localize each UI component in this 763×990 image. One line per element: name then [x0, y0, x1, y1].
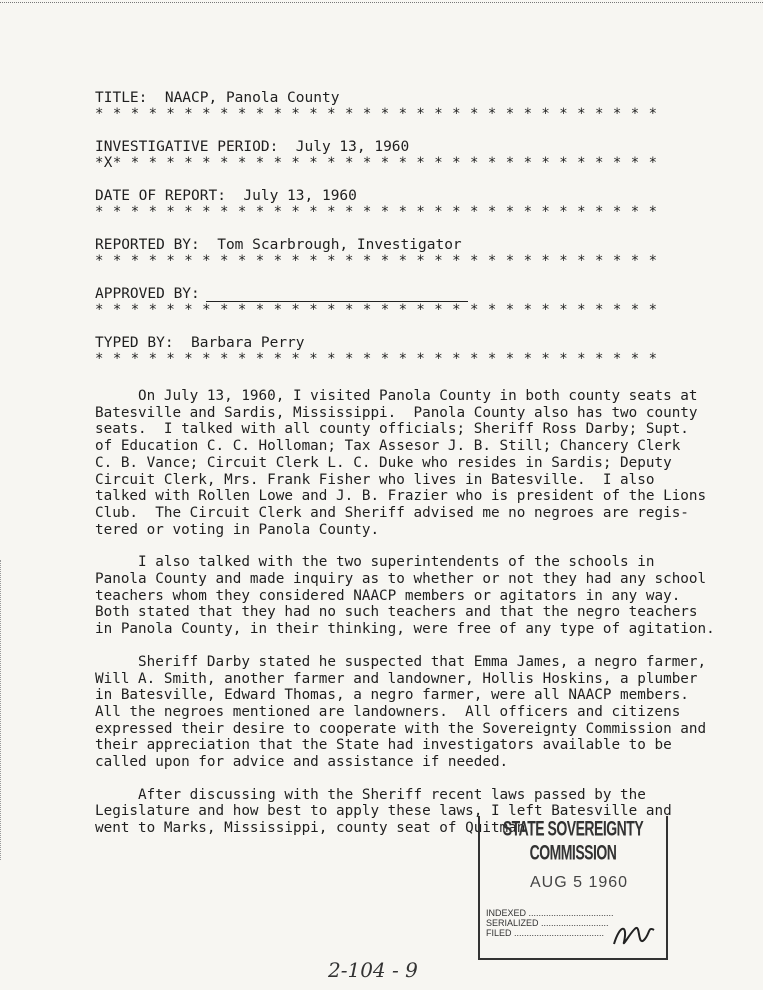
stamp-date: AUG 5 1960	[530, 874, 629, 891]
star-divider: *X* * * * * * * * * * * * * * * * * * * * * * * * * * * * * * *	[95, 155, 658, 171]
handwritten-initials	[610, 920, 656, 950]
investigative-period-row: INVESTIGATIVE PERIOD: July 13, 1960	[95, 139, 410, 155]
star-divider: * * * * * * * * * * * * * * * * * * * * * * * * * * * * * * * *	[95, 204, 658, 220]
report-header	[95, 90, 695, 384]
stamp-fields: INDEXED .................................. SERIALIZED ........................... FILED ....................................	[486, 908, 614, 938]
approved-by-row	[95, 286, 695, 302]
title-row: TITLE: NAACP, Panola County	[95, 90, 340, 106]
typed-by-row: TYPED BY: Barbara Perry	[95, 335, 305, 351]
signature-line	[206, 288, 468, 302]
margin-marks	[0, 560, 7, 860]
approved-by-label: APPROVED BY:	[95, 286, 200, 302]
paragraph-schools: I also talked with the two superintendents of the schools in Panola County and made inquiry as to whether or not they had any school teachers whom they considered NAACP members or agitators in any way. Both stated that they had no such teachers and that the negro teachers in Panola County, in their thinking, were free of any type of agitation.	[95, 554, 715, 638]
star-divider: * * * * * * * * * * * * * * * * * * * * * * * * * * * * * * * *	[95, 106, 658, 122]
star-divider: * * * * * * * * * * * * * * * * * * * * * * * * * * * * * * * *	[95, 253, 658, 269]
received-stamp	[478, 816, 668, 960]
page-number: 2-104 - 9	[328, 958, 418, 982]
stamp-indexed: INDEXED	[486, 908, 527, 918]
paragraph-marks: After discussing with the Sheriff recent laws passed by the Legislature and how best to apply these laws, I left Batesville and went to Marks, Mississippi, county seat of Quitman	[95, 786, 672, 837]
report-body	[95, 388, 755, 853]
reported-by-row: REPORTED BY: Tom Scarbrough, Investigator	[95, 237, 462, 253]
paragraph-suspects: Sheriff Darby stated he suspected that Emma James, a negro farmer, Will A. Smith, another farmer and landowner, Hollis Hoskins, a plumber in Batesville, Edward Thomas, a negro farmer, were all NAACP members. All the negroes mentioned are landowners. All officers and citizens expressed their desire to cooperate with the Sovereignty Commission and their appreciation that the State had investigators available to be called upon for advice and assistance if needed.	[95, 653, 707, 771]
star-divider: * * * * * * * * * * * * * * * * * * * * * * * * * * * * * * * *	[95, 302, 658, 318]
paragraph-officials: On July 13, 1960, I visited Panola County in both county seats at Batesville and Sardis, Mississippi. Panola County also has two county seats. I talked with all county officials; Sheriff Ross Darby; Supt. of Education C. C. Holloman; Tax Assesor J. B. Still; Chancery Clerk C. B. Vance; Circuit Clerk L. C. Duke who resides in Sardis; Deputy Circuit Clerk, Mrs. Frank Fisher who lives in Batesville. I also talked with Rollen Lowe and J. B. Frazier who is president of the Lions Club. The Circuit Clerk and Sheriff advised me no negroes are regis- tered or voting in Panola County.	[95, 388, 707, 538]
star-divider: * * * * * * * * * * * * * * * * * * * * * * * * * * * * * * * *	[95, 351, 658, 367]
scan-edge-line	[0, 2, 763, 3]
stamp-heading: STATE SOVEREIGNTY COMMISSION	[502, 816, 644, 864]
stamp-serialized: SERIALIZED	[486, 918, 539, 928]
stamp-filed: FILED	[486, 928, 512, 938]
date-of-report-row: DATE OF REPORT: July 13, 1960	[95, 188, 357, 204]
